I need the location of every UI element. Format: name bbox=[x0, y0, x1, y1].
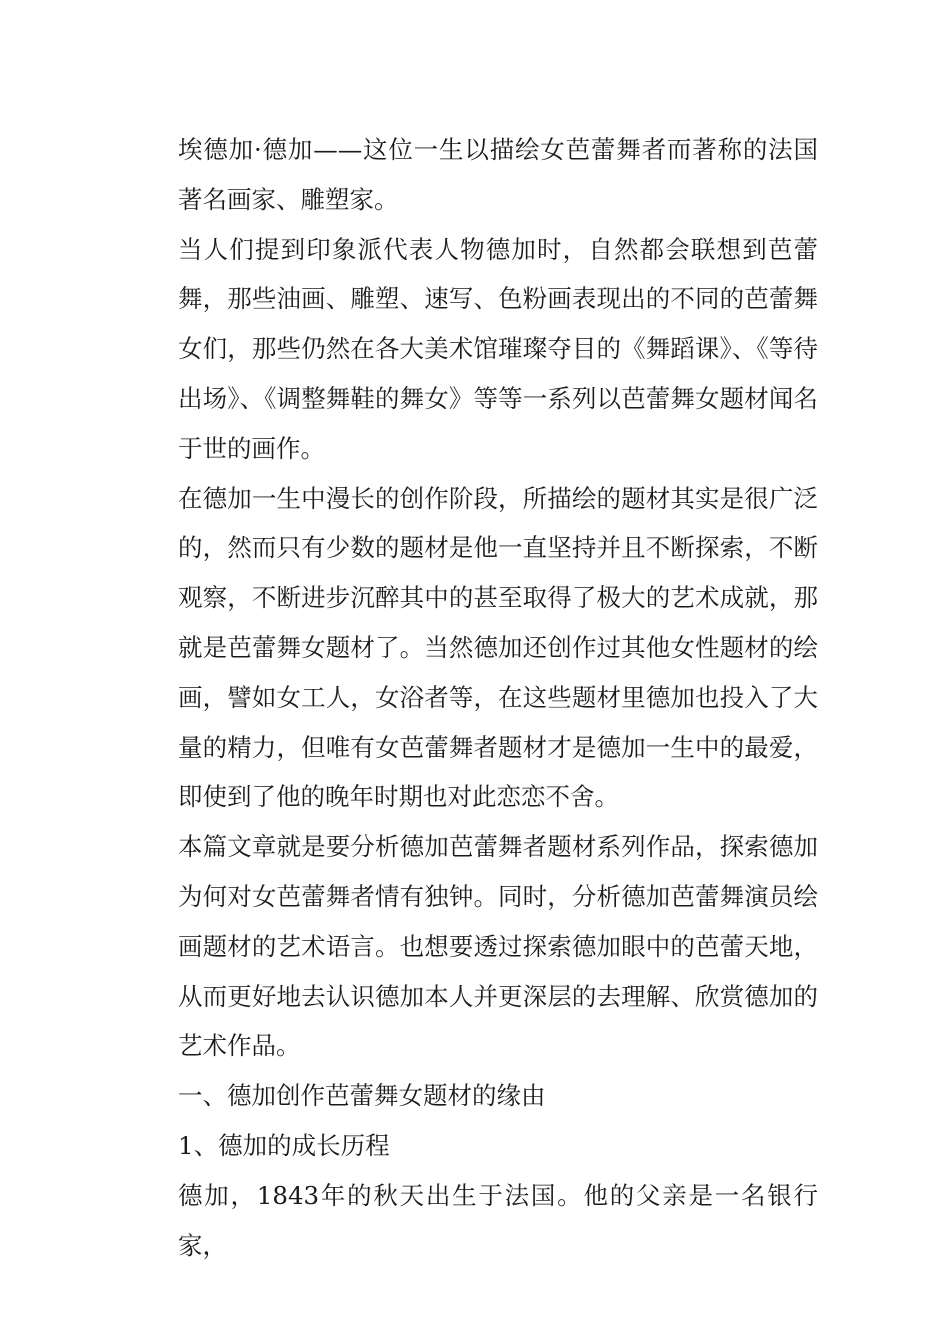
section-heading: 一、德加创作芭蕾舞女题材的缘由 bbox=[178, 1081, 546, 1111]
document-page bbox=[178, 125, 818, 1270]
subsection-heading: 1、德加的成长历程 bbox=[178, 1130, 390, 1160]
paragraph-themes: 在德加一生中漫长的创作阶段，所描绘的题材其实是很广泛的，然而只有少数的题材是他一直坚持并且不断探索，不断观察，不断进步沉醉其中的甚至取得了极大的艺术成就，那就是芭蕾舞女题材了。当然德加还创作过其他女性题材的绘画，譬如女工人，女浴者等，在这些题材里德加也投入了大量的精力，但唯有女芭蕾舞者题材才是德加一生中的最爱，即使到了他的晚年时期也对此恋恋不舍。 bbox=[178, 483, 818, 812]
paragraph-purpose: 本篇文章就是要分析德加芭蕾舞者题材系列作品，探索德加为何对女芭蕾舞者情有独钟。同时，分析德加芭蕾舞演员绘画题材的艺术语言。也想要透过探索德加眼中的芭蕾天地，从而更好地去认识德加本人并更深层的去理解、欣赏德加的艺术作品。 bbox=[178, 832, 818, 1061]
paragraph-intro: 埃德加·德加——这位一生以描绘女芭蕾舞者而著称的法国著名画家、雕塑家。 bbox=[178, 135, 818, 214]
paragraph-impressionism: 当人们提到印象派代表人物德加时，自然都会联想到芭蕾舞，那些油画、雕塑、速写、色粉画表现出的不同的芭蕾舞女们，那些仍然在各大美术馆璀璨夺目的《舞蹈课》、《等待出场》、《调整舞鞋的舞女》等等一系列以芭蕾舞女题材闻名于世的画作。 bbox=[178, 234, 818, 463]
paragraph-biography: 德加，1843年的秋天出生于法国。他的父亲是一名银行家， bbox=[178, 1180, 818, 1260]
